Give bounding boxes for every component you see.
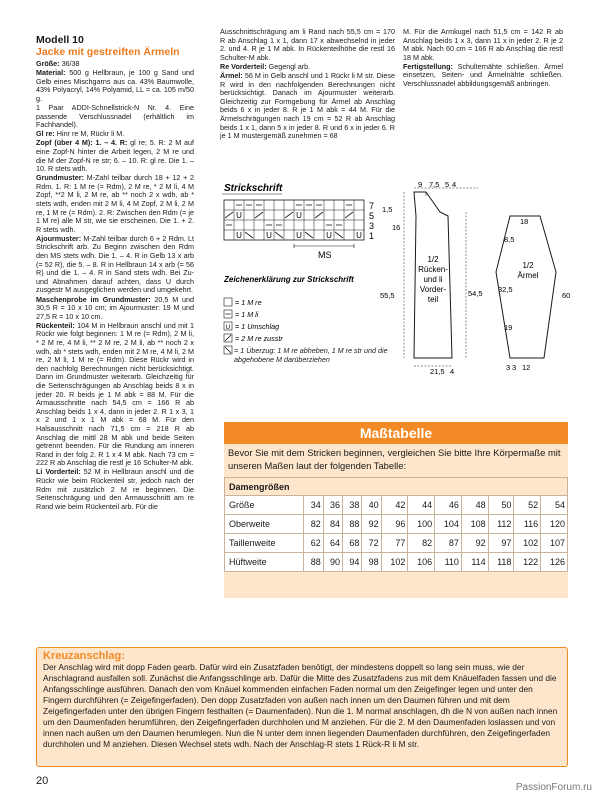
paragraph: Zopf (über 4 M): 1. – 4. R: gl re; 5. R: 2 M auf eine Zopf-N hinter die Arbeit legen, 2 M re und die M der Zopf-N re str; 6. – 10. R: gl re. Die 1. – 10. R stets wdh. <box>36 138 195 174</box>
legend-item: = 2 M re zusstr <box>235 334 283 343</box>
paragraph: Fertigstellung: Schulternähte schließen. Ärmel einsetzen, Seiten- und Ärmelnähte schließen. Verschlussnadel abbildungsgemäß anbringen. <box>403 61 563 89</box>
ms-bracket <box>294 244 354 248</box>
paragraph: Ajourmuster: M-Zahl teilbar durch 6 + 2 Rdm. Lt Strickschrift arb. Zu Beginn zwischen den Rdm den MS stets wdh. Die 1. – 4. R in Gelb 13 x arb (= 52 R), die 5. – 8. R in Hellbraun 14 x arb (= 56 R) und die 1. – 4. R in Sand stets wdh. Bei Zu- und Abnahmen darauf achten, dass U durch zusgestr M ausgeglichen werden und umgekehrt. <box>36 233 194 295</box>
size-table <box>224 477 568 572</box>
dim-label: 1,5 <box>382 205 393 214</box>
svg-text:1/2: 1/2 <box>522 261 534 270</box>
dim-label: 9 <box>418 180 423 189</box>
yarn-over-symbol: U <box>225 324 231 331</box>
dim-label: 18 <box>520 217 529 226</box>
garment-schematic <box>378 180 583 380</box>
paragraph: M. Für die Armkugel nach 51,5 cm = 142 R ab Anschlag beids 1 x 3, dann 11 x in jeder 2. R je 2 M abk. Nach 60 cm = 166 R ab Anschlag die restl 18 M abk. <box>403 27 563 62</box>
paragraph: Maschenprobe im Grundmuster: 20,5 M und 30,5 R = 10 x 10 cm; im Ajourmuster: 19 M und 27,5 R = 10 x 10 cm. <box>36 294 194 321</box>
svg-text:U: U <box>236 211 242 220</box>
svg-text:1/2: 1/2 <box>427 255 439 264</box>
pattern-title: Jacke mit gestreiften Ärmeln <box>36 46 180 58</box>
svg-text:teil: teil <box>427 295 439 304</box>
table-row: Taillenweite 62 64 68 72 77 82 87 92 97 102 107 <box>225 534 568 553</box>
legend-title: Zeichenerklärung zur Strickschrift <box>224 275 354 284</box>
column-right <box>403 28 563 89</box>
row-label: 1 <box>369 231 375 241</box>
table-row: Oberweite 82 84 88 92 96 100 104 108 112 116 120 <box>225 515 568 534</box>
cast-on-info-box <box>36 647 568 767</box>
stitch-chart <box>222 180 397 380</box>
paragraph: Rückenteil: 104 M in Hellbraun anschl und mit 1 Rückr wie folgt beginnen: 1 M re (= Rdm), 2 M li, * 2 M re, 4 M li, ** 2 M re, 2 M li, ab ** noch 2 x wdh, ab * stets wdh, enden mit 2 M re, 4 M li, 2 M re, 2 M li, 1 M re (= Rdm). Diese Rückr wird in den nachfolg Berechnungen nicht berücksichtigt. Dann im Grundmuster weiterarb. Gleichzeitig für die Seitenschrägungen ab Anschlag beids 8 x in jeder 20. R beids je 1 M abk = 88 M. Für die Armausschnitte nach 54,5 cm = 166 R ab Anschlag beids 1 x 4, dann in jeder 2. R 1 x 3, 1 x 2 und 1 x 1 M abk = 68 M. Für den Halsausschnitt nach 71,5 cm = 218 R ab Anschlag die mittl 28 M abk und beide Seiten getrennt beenden. Für die Rundung am inneren Rand in der folg 2. R 1 x 4 M abk. Nach 73 cm = 222 R ab Anschlag die restl je 16 Schulter-M abk. <box>36 320 194 468</box>
column-middle <box>220 28 395 141</box>
dim-label: 54,5 <box>468 289 483 298</box>
chart-grid <box>224 200 364 240</box>
legend-item: = 1 Umschlag <box>235 322 280 331</box>
svg-text:U: U <box>296 211 302 220</box>
dim-label: 60 <box>562 291 571 300</box>
dim-label: 16 <box>392 223 401 232</box>
svg-text:Rücken-: Rücken- <box>418 265 448 274</box>
table-row: Größe 34 36 38 40 42 44 46 48 50 52 54 <box>225 496 568 515</box>
svg-text:und li: und li <box>423 275 443 284</box>
dim-label: 12 <box>522 363 531 372</box>
svg-text:U: U <box>326 231 332 240</box>
svg-text:U: U <box>356 231 362 240</box>
size-table-intro: Bevor Sie mit dem Stricken beginnen, vergleichen Sie bitte Ihre Körpermaße mit unseren Maßen laut der folgenden Tabelle: <box>228 447 561 471</box>
row-label: 3 <box>369 221 375 231</box>
dim-label: 3 <box>506 363 511 372</box>
legend-item-wrap <box>234 346 394 380</box>
cast-on-text: Der Anschlag wird mit dopp Faden gearb. Dafür wird ein Zusatzfaden benötigt, der mindestens doppelt so lang sein muss, wie der Anschlagrand ausfallen soll. Zunächst die Anfangsschlinge arb. Dafür die Mitte des Zusatzfadens zus mit dem Knäuelfaden fassen und die Anfangsschlinge ausführen. Danach den vom Knäuel kommenden einfachen Faden normal um den Zeigefinger legen und unter den Fingern durchführen (= Zeigefingerfaden). Den dopp Zusatzfaden von außen nach innen um den Daumen führen und mit dem Zeigefingerfaden unter den übrigen Fingern festhalten (= Daumenfaden). Nun die 1. M normal anschlagen, dh die N von außen nach innen um den Daumenfaden herumführen, den Zeigefingerfaden durchholen und M anziehen. Für die 2. M den Daumenfaden loslassen und von innen nach außen um den Daumen herumlegen. Nun die N unter dem innen liegenden Daumenfaden durchführen, den Zeigefingerfaden durchholen und M anziehen. Diesen Wechsel stets wdh. Nach der Anschlag-R stets 1 Rück-R li M str. <box>43 662 558 749</box>
paragraph: Größe: 36/38 <box>36 59 80 68</box>
paragraph: Grundmuster: M-Zahl teilbar durch 18 + 12 + 2 Rdm. 1. R: 1 M re (= Rdm), 2 M re, * 2 M li, 4 M Zopf, **2 M li, 2 M re, ab ** noch 2 x wdh, ab * stets wdh, enden mit 2 M li, 4 M Zopf, 2 M li, 2 M re, 1 M re (= Rdm). 2. R: Zwischen den Rdm (= je 1 M re) alle M str, wie sie erscheinen. Die 1. + 2. R stets wdh. <box>36 173 195 234</box>
paragraph: Re Vorderteil: Gegengl arb. <box>220 61 311 71</box>
paragraph: Li Vorderteil: 52 M in Hellbraun anschl und die Rückr wie beim Rückenteil str, jedoch nach der Rdm mit zusätzlich 2 M re beginnen. Die Seitenschrägung und den Armausschnitt am re Rand wie beim Rückenteil arb. Für die <box>36 467 194 511</box>
dim-label: 3 <box>512 363 517 372</box>
paragraph: Ausschnittschrägung am li Rand nach 55,5 cm = 170 R ab Anschlag 1 x 1, dann 17 x abwechselnd in jeder 2. und 4. R je 1 M abk. In Rückenteilhöhe die restl 16 Schulter-M abk. <box>220 27 395 62</box>
watermark: PassionForum.ru <box>515 782 592 793</box>
dim-label: 4 <box>450 367 455 376</box>
dim-label: 19 <box>504 323 513 332</box>
row-label: 5 <box>369 211 375 221</box>
dim-label: 7,5 <box>429 180 440 189</box>
column-left <box>36 34 194 512</box>
legend-item: = 1 Überzug: 1 M re abheben, 1 M re str und die abgehobene M darüberziehen <box>234 346 388 364</box>
legend-item: = 1 M li <box>235 310 259 319</box>
paragraph: Ärmel: 56 M in Gelb anschl und 1 Rückr li M str. Diese R wird in den nachfolgenden Berechnungen nicht berücksichtigt. Danach im Ajourmuster weiterarb. Gleichzeitig zur Formgebung für Ärmel ab Anschlag beids 6 x in jeder 8. R je 1 M abk = 44 M. Für die Ärmelschrägungen nach 19 cm = 52 R ab Anschlag beids 1 x 1, dann 5 x in jeder 8. R und 6 x in jeder 6. R je 1 M mustergemäß zunehmen = 68 <box>220 70 396 141</box>
svg-text:U: U <box>266 231 272 240</box>
ms-label: MS <box>318 250 332 260</box>
paragraph: 1 Paar ADDI-Schnellstrick-N Nr. 4. Eine passende Verschlussnadel (erhältlich im Fachhandel). <box>36 102 194 130</box>
knit-stitch-symbol <box>224 298 232 306</box>
cast-on-title: Kreuzanschlag: <box>43 650 125 662</box>
dim-label: 8,5 <box>504 235 515 244</box>
chart-row-labels <box>369 201 374 241</box>
size-table-header: Damengrößen <box>225 478 568 496</box>
table-row: Hüftweite 88 90 94 98 102 106 110 114 118 122 126 <box>225 553 568 572</box>
dim-label: 21,5 <box>430 367 445 376</box>
size-table-title: Maßtabelle <box>224 422 568 444</box>
svg-text:U: U <box>296 231 302 240</box>
svg-text:Ärmel: Ärmel <box>517 271 539 280</box>
dim-label: 32,5 <box>498 285 513 294</box>
dim-label: 5 <box>445 180 450 189</box>
paragraph: Material: 500 g Hellbraun, je 100 g Sand und Gelb eines Mischgarns aus ca. 43% Baumwolle, 43% Polyacryl, 14% Polyamid, LL = ca. 105 m/50 g. <box>36 68 195 103</box>
size-table-box <box>224 444 568 598</box>
model-number: Modell 10 <box>36 34 84 46</box>
legend-item: = 1 M re <box>235 298 262 307</box>
dim-label: 55,5 <box>380 291 395 300</box>
paragraph: Gl re: Hinr re M, Rückr li M. <box>36 129 125 139</box>
page-number: 20 <box>36 775 49 787</box>
svg-text:Vorder-: Vorder- <box>419 285 447 294</box>
chart-title: Strickschrift <box>224 183 283 194</box>
row-label: 7 <box>369 201 375 211</box>
dim-label: 4 <box>452 180 457 189</box>
svg-text:U: U <box>236 231 242 240</box>
